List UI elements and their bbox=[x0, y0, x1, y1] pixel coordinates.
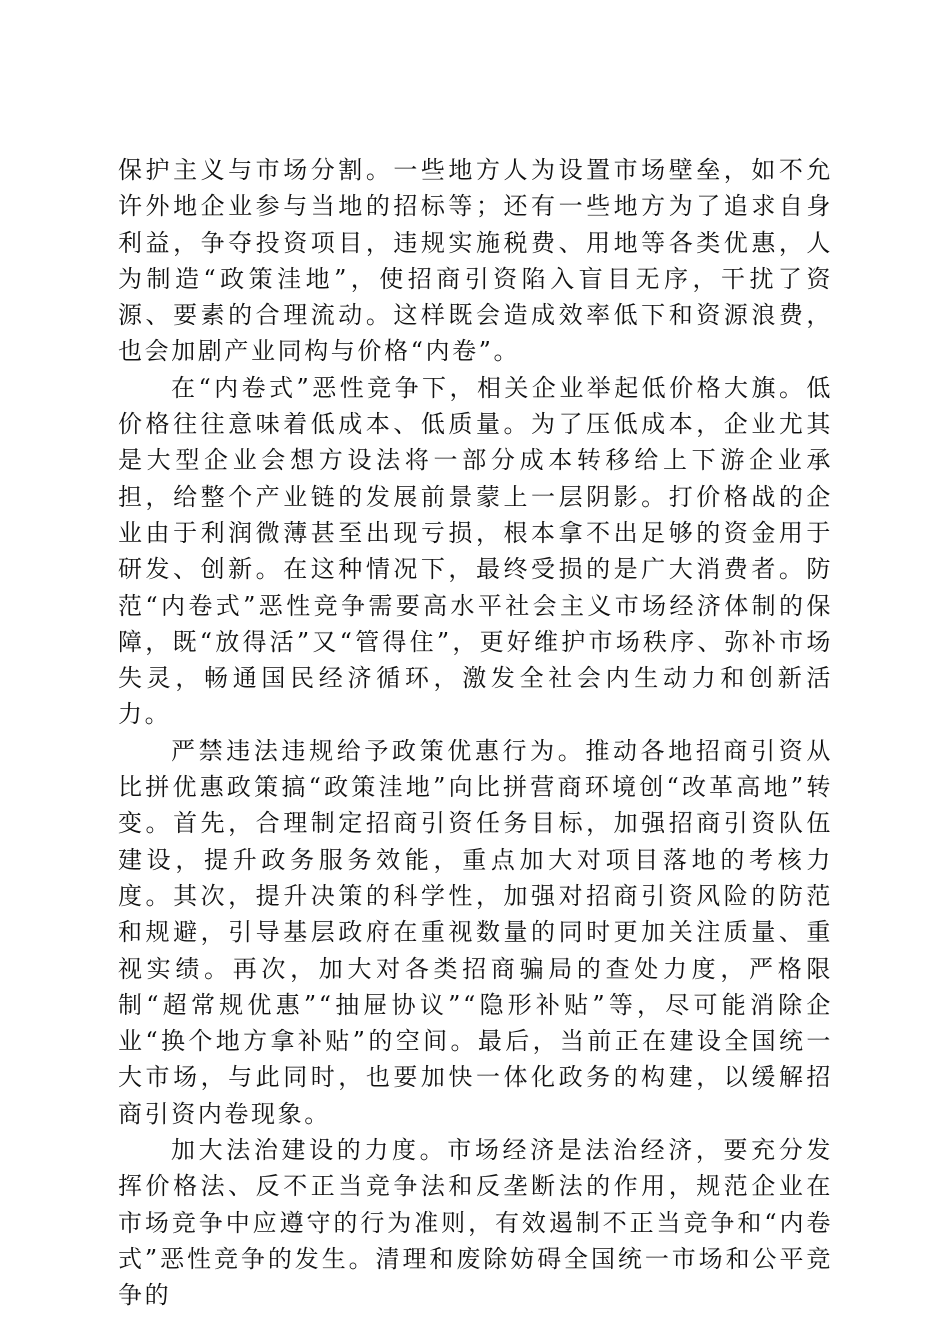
paragraph-2: 在“内卷式”恶性竞争下，相关企业举起低价格大旗。低价格往往意味着低成本、低质量。为了压低成本，企业尤其是大型企业会想方设法将一部分成本转移给上下游企业承担，给整个产业链的发展前景蒙上一层阴影。打价格战的企业由于利润微薄甚至出现亏损，根本拿不出足够的资金用于研发、创新。在这种情况下，最终受损的是广大消费者。防范“内卷式”恶性竞争需要高水平社会主义市场经济体制的保障，既“放得活”又“管得住”，更好维护市场秩序、弥补市场失灵，畅通国民经济循环，激发全社会内生动力和创新活力。 bbox=[118, 373, 833, 729]
paragraph-3: 严禁违法违规给予政策优惠行为。推动各地招商引资从比拼优惠政策搞“政策洼地”向比拼营商环境创“改革高地”转变。首先，合理制定招商引资任务目标，加强招商引资队伍建设，提升政务服务效能，重点加大对项目落地的考核力度。其次，提升决策的科学性，加强对招商引资风险的防范和规避，引导基层政府在重视数量的同时更加关注质量、重视实绩。再次，加大对各类招商骗局的查处力度，严格限制“超常规优惠”“抽屉协议”“隐形补贴”等，尽可能消除企业“换个地方拿补贴”的空间。最后，当前正在建设全国统一大市场，与此同时，也要加快一体化政务的构建，以缓解招商引资内卷现象。 bbox=[118, 736, 833, 1128]
paragraph-1: 保护主义与市场分割。一些地方人为设置市场壁垒，如不允许外地企业参与当地的招标等；还有一些地方为了追求自身利益，争夺投资项目，违规实施税费、用地等各类优惠，人为制造“政策洼地”，使招商引资陷入盲目无序，干扰了资源、要素的合理流动。这样既会造成效率低下和资源浪费，也会加剧产业同构与价格“内卷”。 bbox=[118, 156, 833, 366]
paragraph-4: 加大法治建设的力度。市场经济是法治经济，要充分发挥价格法、反不正当竞争法和反垄断法的作用，规范企业在市场竞争中应遵守的行为准则，有效遏制不正当竞争和“内卷式”恶性竞争的发生。清理和废除妨碍全国统一市场和公平竞争的 bbox=[118, 1136, 833, 1310]
document-body bbox=[118, 152, 833, 1314]
